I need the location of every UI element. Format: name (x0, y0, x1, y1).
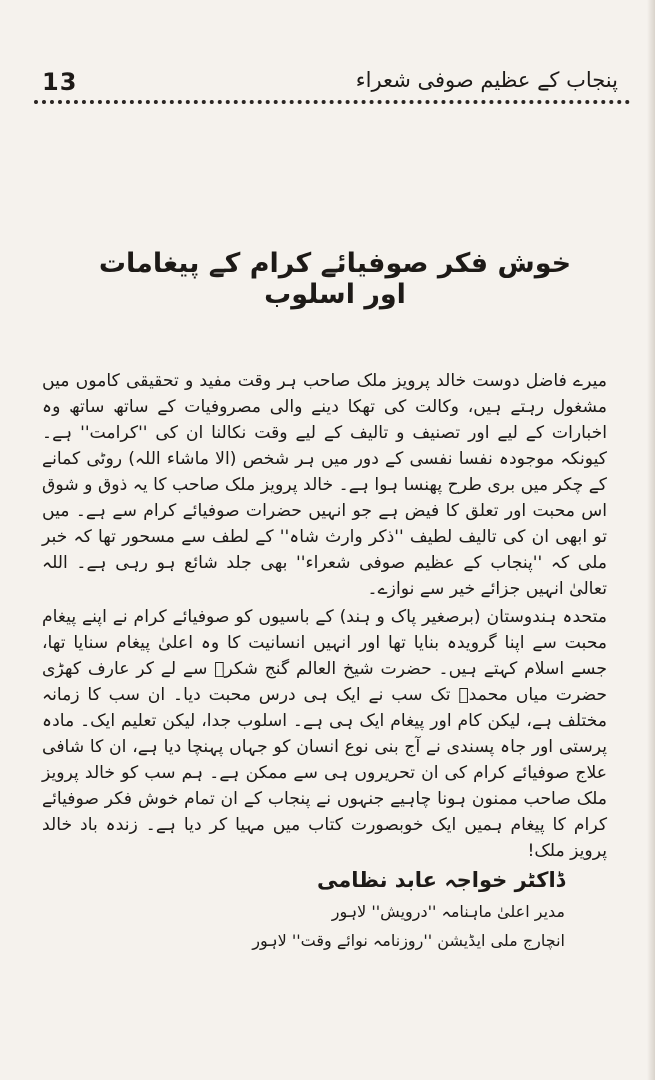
author-title-2: انچارج ملی ایڈیشن ''روزنامہ نوائے وقت'' لاہور (252, 931, 565, 950)
running-title: پنجاب کے عظیم صوفی شعراء (355, 68, 618, 92)
author-signature (252, 868, 565, 960)
article-heading: خوش فکر صوفیائے کرام کے پیغامات اور اسلوب (98, 248, 572, 310)
author-title-1: مدیر اعلیٰ ماہنامہ ''درویش'' لاہور (331, 902, 565, 921)
paragraph-2: متحدہ ہندوستان (برصغیر پاک و ہند) کے باسیوں کو صوفیائے کرام نے اپنے پیغام محبت سے اپنا گرویدہ بنایا تھا اور انہیں انسانیت کا وہ اعلیٰ پیغام سنایا تھا، جسے اسلام کہتے ہیں۔ حضرت شیخ العالم گنج شکرؒ سے لے کر عارف کھڑی حضرت میاں محمدؒ تک سب نے ایک ہی درس محبت دیا۔ ان سب کا زمانہ مختلف ہے، لیکن کام اور پیغام ایک ہی ہے۔ اسلوب جدا، لیکن تعلیم ایک۔ مادہ پرستی اور جاہ پسندی نے آج بنی نوع انسان کو جہاں پہنچا دیا ہے، ان کا شافی علاج صوفیائے کرام کی ان تحریروں ہی سے ممکن ہے۔ ہم سب کو خالد پرویز ملک صاحب ممنون ہونا چاہیے جنہوں نے پنجاب کے ان تمام خوش فکر صوفیائے کرام کا پیغام ہمیں ایک خوبصورت کتاب میں مہیا کر دیا ہے۔ زندہ باد خالد پرویز ملک! (42, 607, 607, 861)
page-edge-shadow (647, 0, 655, 1080)
article-body (42, 368, 607, 866)
dotted-divider (34, 100, 630, 104)
page-header (30, 62, 630, 102)
page-number: 13 (42, 68, 78, 96)
paragraph-1: میرے فاضل دوست خالد پرویز ملک صاحب ہر وقت مفید و تحقیقی کاموں میں مشغول رہتے ہیں، وکالت کی تھکا دینے والی مصروفیات کے ساتھ ساتھ وہ اخبارات کے لیے اور تصنیف و تالیف کے لیے وقت نکالنا ان کی ''کرامت'' ہے۔ کیونکہ موجودہ نفسا نفسی کے دور میں ہر شخص (الا ماشاء اللہ) روٹی کمانے کے چکر میں بری طرح پھنسا ہوا ہے۔ خالد پرویز ملک صاحب کا یہ ذوق و شوق اس محبت اور تعلق کا فیض ہے جو انہیں حضرات صوفیائے کرام سے ہے۔ میں تو ابھی ان کی تالیف لطیف ''ذکر وارث شاہ'' کے لطف سے مسحور تھا کہ خبر ملی کہ ''پنجاب کے عظیم صوفی شعراء'' بھی جلد شائع ہو رہی ہے۔ اللہ تعالیٰ انہیں جزائے خیر سے نوازے۔ (42, 371, 607, 599)
author-name: ڈاکٹر خواجہ عابد نظامی (317, 868, 565, 892)
